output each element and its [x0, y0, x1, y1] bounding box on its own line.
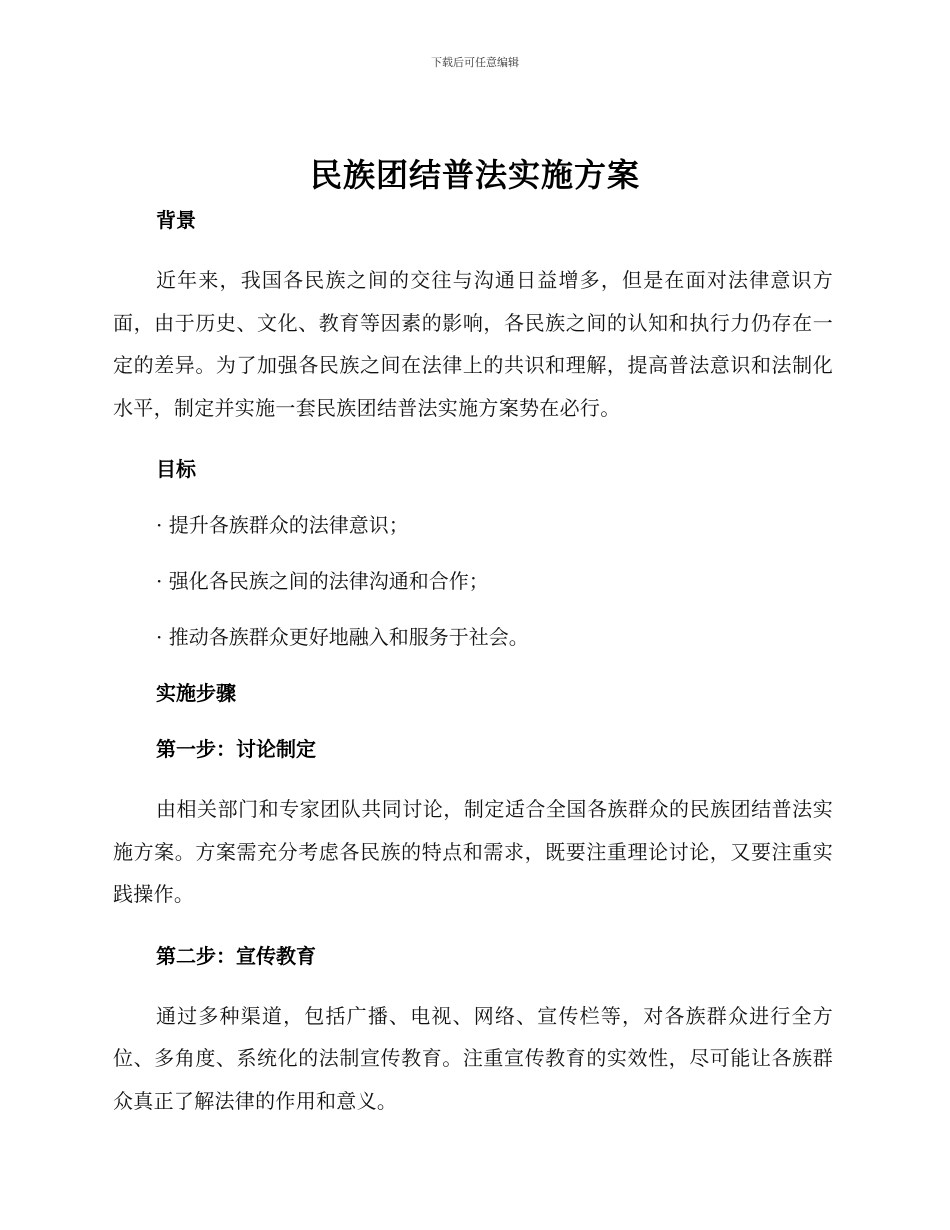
background-paragraph: 近年来，我国各民族之间的交往与沟通日益增多，但是在面对法律意识方面，由于历史、文化、教育等因素的影响，各民族之间的认知和执行力仍存在一定的差异。为了加强各民族之间在法律上的共识和理解，提高普法意识和法制化水平，制定并实施一套民族团结普法实施方案势在必行。 — [113, 268, 833, 420]
goal-item: · 提升各族群众的法律意识； — [156, 513, 409, 537]
step1-heading: 第一步：讨论制定 — [156, 737, 316, 761]
step2-heading: 第二步：宣传教育 — [156, 943, 316, 968]
section-heading-background: 背景 — [156, 208, 196, 232]
goal-item: · 推动各族群众更好地融入和服务于社会。 — [156, 625, 529, 649]
section-heading-goals: 目标 — [156, 457, 196, 481]
header-note: 下载后可任意编辑 — [431, 56, 519, 69]
step2-paragraph: 通过多种渠道，包括广播、电视、网络、宣传栏等，对各族群众进行全方位、多角度、系统化的法制宣传教育。注重宣传教育的实效性，尽可能让各族群众真正了解法律的作用和意义。 — [113, 1003, 833, 1113]
document-title: 民族团结普法实施方案 — [309, 156, 640, 194]
goal-item: · 强化各民族之间的法律沟通和合作； — [156, 569, 489, 593]
step1-paragraph: 由相关部门和专家团队共同讨论，制定适合全国各族群众的民族团结普法实施方案。方案需充分考虑各民族的特点和需求，既要注重理论讨论，又要注重实践操作。 — [113, 797, 833, 906]
document-body — [113, 204, 833, 1122]
section-heading-steps: 实施步骤 — [156, 681, 236, 705]
